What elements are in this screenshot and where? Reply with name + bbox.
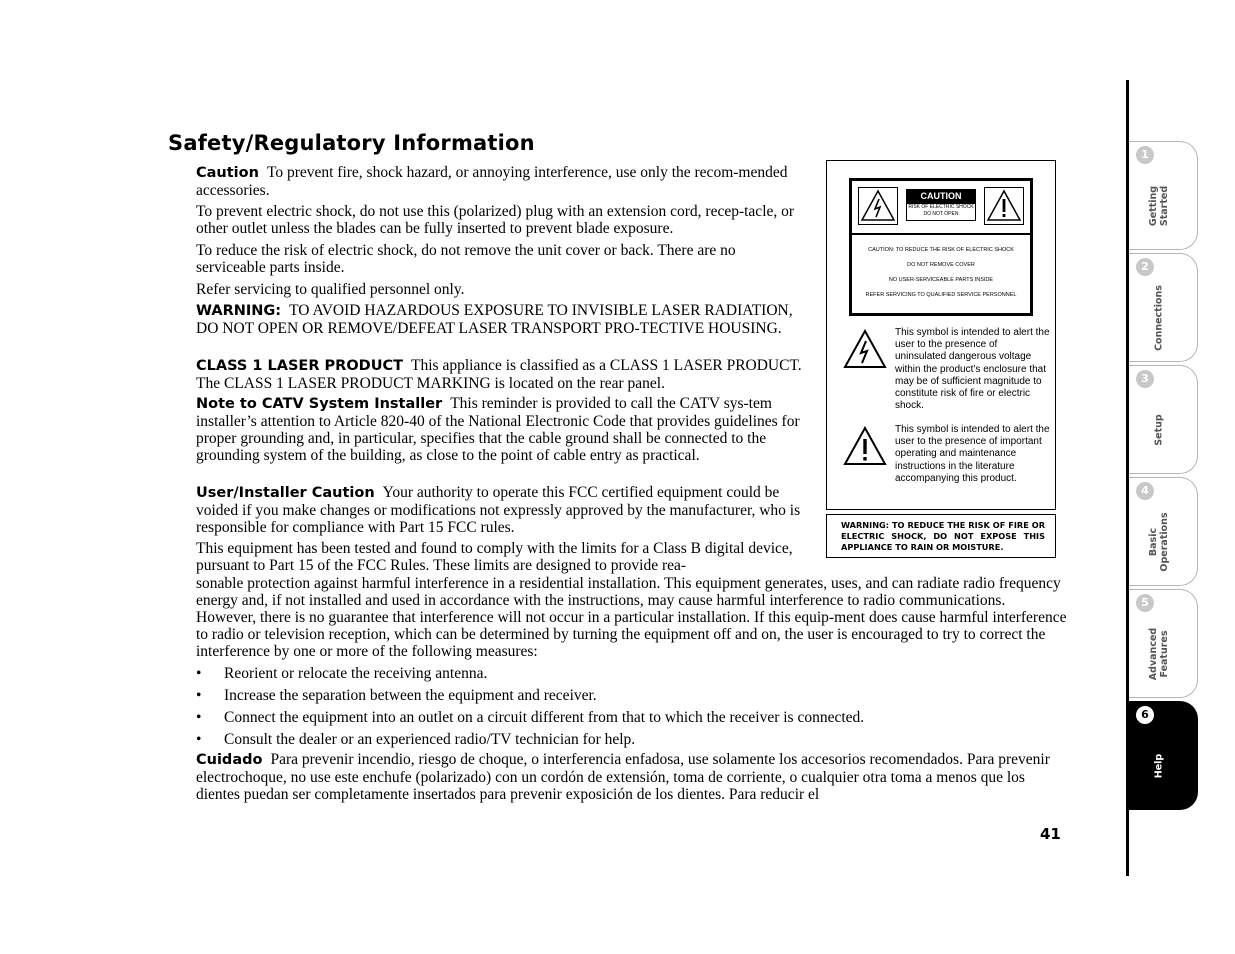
tab-help[interactable] (1128, 701, 1198, 810)
tab-basic-operations[interactable] (1128, 477, 1198, 586)
instructions-symbol-text: This symbol is intended to alert the user to the presence of important operating and maintenance instructions in the literature accompanying this product. (895, 424, 1050, 484)
tab-number: 1 (1136, 146, 1154, 164)
dangerous-voltage-icon (843, 329, 887, 369)
caution-paragraph (196, 164, 806, 199)
tab-divider (1126, 80, 1129, 876)
shock-paragraph: To prevent electric shock, do not use this (polarized) plug with an extension cord, recep-tacle, or other outlet unless the blades can be fully inserted to prevent blade exposure. (196, 203, 795, 237)
tab-getting-started[interactable] (1128, 141, 1198, 250)
caution-lead: Caution (196, 165, 259, 181)
caution-subtext: RISK OF ELECTRIC SHOCK DO NOT OPEN (906, 203, 976, 221)
tab-number: 3 (1136, 370, 1154, 388)
tab-label: Connections (1153, 285, 1165, 351)
tab-number: 5 (1136, 594, 1154, 612)
attention-icon (843, 426, 887, 466)
tab-number: 4 (1136, 482, 1154, 500)
tab-label: Help (1153, 753, 1165, 779)
user-caution-paragraph (196, 484, 806, 536)
class1-lead: CLASS 1 LASER PRODUCT (196, 358, 404, 374)
tab-label: Setup (1153, 414, 1165, 446)
tab-setup[interactable] (1128, 365, 1198, 474)
tab-advanced-features[interactable] (1128, 589, 1198, 698)
caution-figure (826, 160, 1056, 510)
page-number: 41 (1040, 825, 1061, 843)
warning-lead: WARNING: (196, 303, 282, 319)
voltage-symbol-text: This symbol is intended to alert the user to the presence of uninsulated dangerous voltage within the product’s enclosure that may be of sufficient magnitude to constitute risk of fire or electric shock. (895, 327, 1050, 412)
tab-label: Advanced Features (1148, 627, 1170, 681)
fcc-paragraph-start: This equipment has been tested and found to comply with the limits for a Class B digital device, pursuant to Part 15 of the FCC Rules. These limits are designed to provide rea- (196, 540, 793, 574)
label-line: NO USER-SERVICEABLE PARTS INSIDE (888, 277, 994, 283)
tab-label: Basic Operations (1148, 512, 1170, 572)
class1-text: This appliance is classified as a CLASS 1 LASER PRODUCT. The CLASS 1 LASER PRODUCT MARKING is located on the rear panel. (196, 357, 802, 392)
catv-lead: Note to CATV System Installer (196, 396, 443, 412)
tab-number: 6 (1136, 706, 1154, 724)
tab-connections[interactable] (1128, 253, 1198, 362)
cuidado-lead: Cuidado (196, 752, 263, 768)
warning-text: TO AVOID HAZARDOUS EXPOSURE TO INVISIBLE LASER RADIATION, DO NOT OPEN OR REMOVE/DEFEAT LASER TRANSPORT PRO-TECTIVE HOUSING. (196, 302, 793, 337)
catv-paragraph (196, 395, 806, 464)
user-caution-text: Your authority to operate this FCC certified equipment could be voided if you make changes or modifications not expressly approved by the manufacturer, who is responsible for compliance with Part 15 FCC rules. (196, 484, 801, 536)
page-title: Safety/Regulatory Information (168, 131, 535, 155)
label-line: DO NOT REMOVE COVER (907, 262, 975, 268)
caution-text: To prevent fire, shock hazard, or annoying interference, use only the recom-mended accessories. (196, 164, 788, 199)
user-caution-lead: User/Installer Caution (196, 485, 375, 501)
laser-warning-paragraph (196, 302, 806, 337)
label-line: CAUTION: TO REDUCE THE RISK OF ELECTRIC SHOCK (868, 247, 1014, 253)
cover-paragraph: To reduce the risk of electric shock, do not remove the unit cover or back. There are no serviceable parts inside. (196, 242, 736, 276)
fcc-paragraph-continued: sonable protection against harmful interference in a residential installation. This equipment generates, uses, and can radiate radio frequency energy and, if not installed and used in accordance with the instructions, may cause harmful interference to radio communications. However, there is no guarantee that interference will not occur in a particular installation. If this equip-ment does cause harmful interference to radio or television reception, which can be determined by turning the equipment off and on, the user is encouraged to try to correct the interference by one or more of the following measures: (196, 575, 1067, 660)
cuidado-text: Para prevenir incendio, riesgo de choque, o interferencia enfadosa, use solamente los accesorios recomendados. Para prevenir electrochoque, no use este enchufe (polarizado) con un cordón de extensión, toma de corriente, o cualquier otra toma a menos que los dientes puedan ser completamente insertados para prevenir exposición de los dientes. Para reducir el (196, 751, 1050, 803)
class1-paragraph (196, 357, 806, 392)
tab-number: 2 (1136, 258, 1154, 276)
caution-header (852, 181, 1030, 235)
lightning-warning-icon (858, 187, 898, 225)
tab-label: Getting Started (1148, 185, 1170, 227)
cuidado-paragraph (196, 751, 1068, 803)
caution-badge: CAUTION (906, 189, 976, 203)
label-line: REFER SERVICING TO QUALIFIED SERVICE PERSONNEL (865, 292, 1017, 298)
moisture-warning-box: WARNING: TO REDUCE THE RISK OF FIRE OR ELECTRIC SHOCK, DO NOT EXPOSE THIS APPLIANCE TO RAIN OR MOISTURE. (826, 514, 1056, 558)
exclamation-warning-icon (984, 187, 1024, 225)
caution-label (849, 178, 1033, 316)
catv-text: This reminder is provided to call the CATV sys-tem installer’s attention to Article 820-40 of the National Electronic Code that provides guidelines for proper grounding and, in particular, specifies that the cable ground shall be connected to the grounding system of the building, as close to the point of cable entry as practical. (196, 395, 800, 464)
servicing-paragraph: Refer servicing to qualified personnel only. (196, 281, 465, 298)
